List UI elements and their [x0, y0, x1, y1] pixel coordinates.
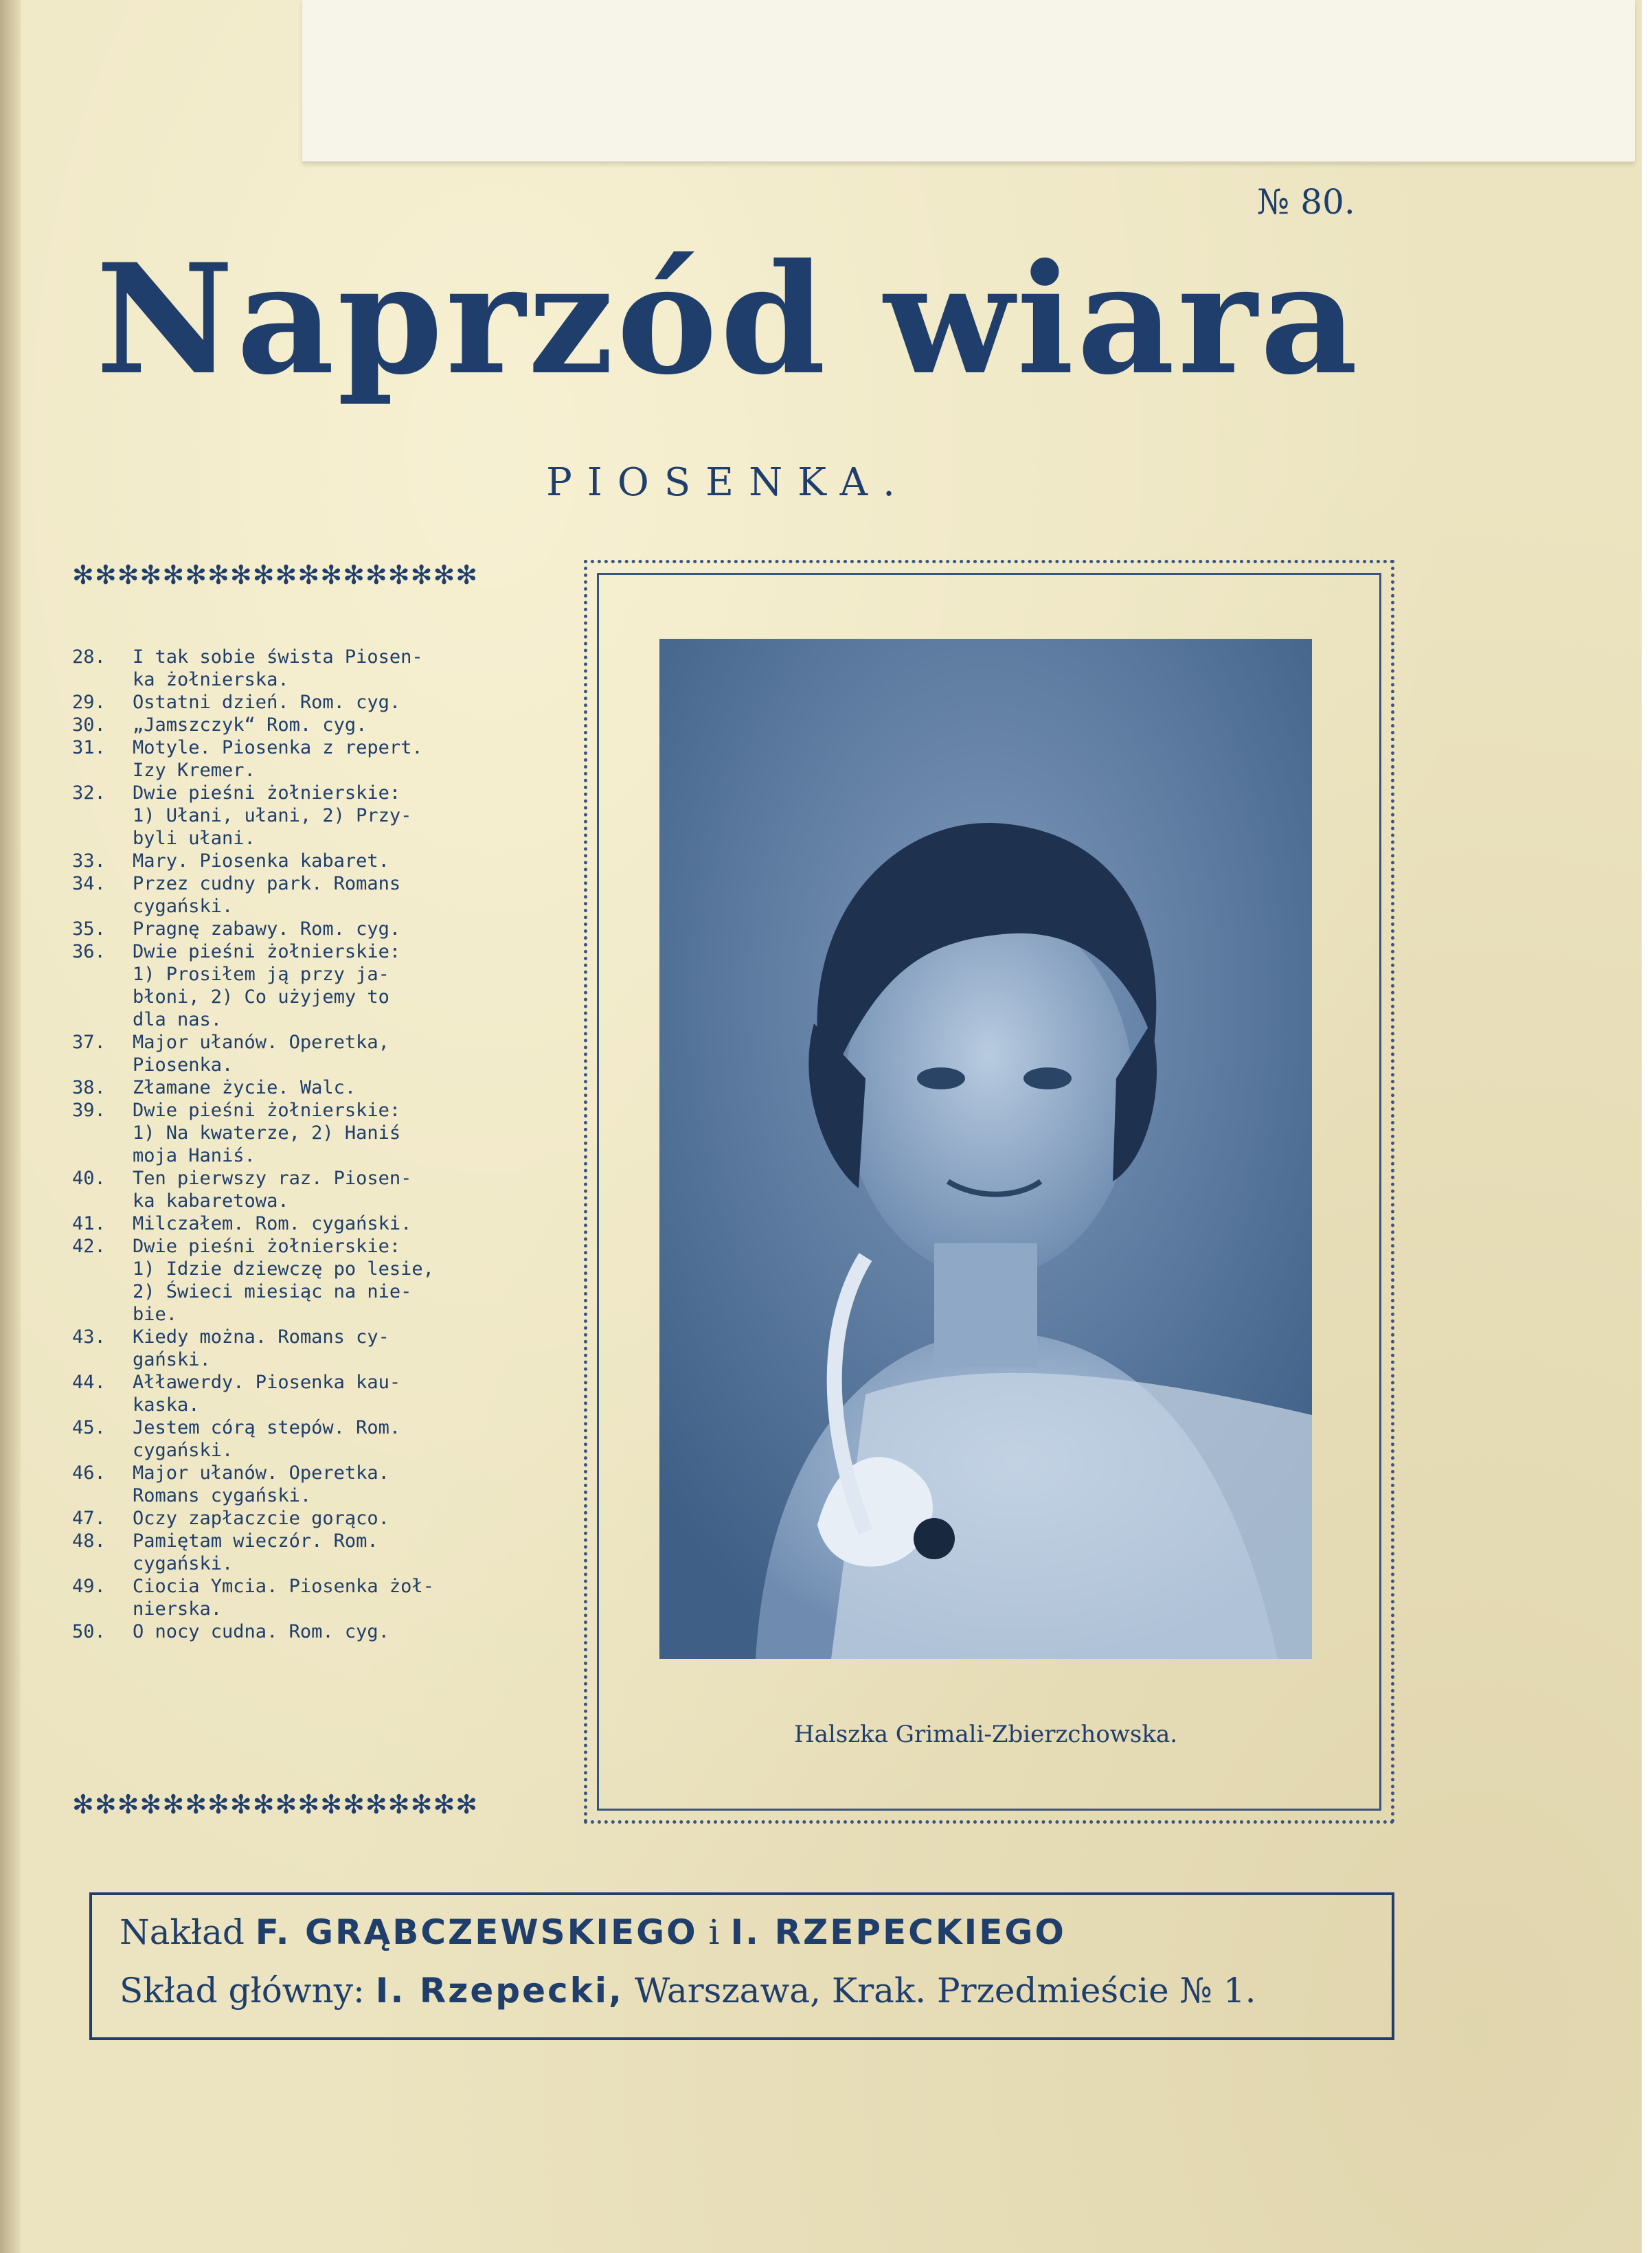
song-title	[133, 1575, 477, 1620]
song-title-line: 1) Idzie dziewczę po lesie,	[133, 1258, 434, 1280]
song-title-line: Pamiętam wieczór. Rom.	[133, 1530, 378, 1552]
song-title-line: nierska.	[133, 1598, 223, 1620]
song-item	[72, 1031, 477, 1076]
imprint-conjunction: i	[697, 1912, 731, 1952]
song-title-line: Oczy zapłaczcie gorąco.	[133, 1508, 389, 1529]
song-title-line: 1) Ułani, ułani, 2) Przy-	[133, 805, 412, 826]
publisher-imprint-box	[89, 1892, 1394, 2040]
song-item	[72, 1076, 477, 1099]
song-title	[133, 714, 477, 736]
song-item	[72, 850, 477, 872]
song-item	[72, 1462, 477, 1507]
song-title	[133, 1371, 477, 1416]
song-title	[133, 850, 477, 872]
publisher-name-2: I. RZEPECKIEGO	[730, 1912, 1066, 1952]
song-title-line: Dwie pieśni żołnierskie:	[133, 1100, 401, 1121]
song-title-line: Milczałem. Rom. cygański.	[133, 1213, 412, 1234]
song-title-line: dla nas.	[133, 1009, 223, 1030]
song-title	[133, 691, 477, 714]
song-item	[72, 1235, 477, 1326]
song-number: 43.	[72, 1326, 106, 1348]
song-item	[72, 1371, 477, 1416]
song-title-line: Ałławerdy. Piosenka kau-	[133, 1372, 401, 1393]
song-number: 29.	[72, 692, 106, 713]
imprint-line-1	[120, 1912, 1378, 1952]
song-title-line: byli ułani.	[133, 828, 256, 849]
song-title-line: Kiedy można. Romans cy-	[133, 1326, 389, 1348]
song-number: 46.	[72, 1462, 106, 1484]
song-title-line: cygański.	[133, 1553, 234, 1574]
song-list	[72, 646, 477, 1643]
song-title-line: 2) Świeci miesiąc na nie-	[133, 1281, 412, 1302]
song-title	[133, 1212, 477, 1235]
song-title-line: ka kabaretowa.	[133, 1190, 289, 1212]
song-title-line: 1) Prosiłem ją przy ja-	[133, 964, 389, 985]
song-number: 40.	[72, 1168, 106, 1189]
song-number: 36.	[72, 941, 106, 962]
song-title	[133, 1530, 477, 1575]
song-title	[133, 1099, 477, 1167]
song-number: 39.	[72, 1100, 106, 1121]
song-number: 45.	[72, 1417, 106, 1438]
song-number: 34.	[72, 873, 106, 894]
song-title-line: Motyle. Piosenka z repert.	[133, 737, 423, 758]
song-title-line: cygański.	[133, 896, 234, 917]
song-title-line: Mary. Piosenka kabaret.	[133, 850, 389, 872]
song-number: 31.	[72, 737, 106, 758]
song-item	[72, 1099, 477, 1167]
warehouse-owner: I. Rzepecki,	[375, 1971, 624, 2011]
song-number: 28.	[72, 646, 106, 668]
portrait-photo	[659, 639, 1312, 1659]
song-title-line: Przez cudny park. Romans	[133, 873, 401, 894]
page-subtitle: PIOSENKA.	[546, 460, 910, 505]
song-number: 38.	[72, 1077, 106, 1098]
song-title	[133, 1620, 477, 1643]
song-item	[72, 736, 477, 782]
song-item	[72, 872, 477, 918]
song-title-line: Major ułanów. Operetka.	[133, 1462, 389, 1484]
song-title-line: Jestem córą stepów. Rom.	[133, 1417, 401, 1438]
song-item	[72, 1212, 477, 1235]
song-title-line: Dwie pieśni żołnierskie:	[133, 782, 401, 804]
song-item	[72, 1326, 477, 1371]
song-title-line: cygański.	[133, 1440, 234, 1461]
song-title-line: moja Haniś.	[133, 1145, 256, 1166]
song-title	[133, 1167, 477, 1212]
stars-divider-bottom: ✻✻✻✻✻✻✻✻✻✻✻✻✻✻✻✻✻✻	[72, 1789, 479, 1820]
song-title	[133, 1507, 477, 1530]
song-title-line: „Jamszczyk“ Rom. cyg.	[133, 714, 367, 736]
song-title	[133, 782, 477, 850]
song-title-line: bie.	[133, 1304, 178, 1325]
song-title	[133, 1416, 477, 1462]
publisher-name-1: F. GRĄBCZEWSKIEGO	[255, 1912, 698, 1952]
song-title	[133, 872, 477, 918]
song-title-line: kaska.	[133, 1394, 200, 1416]
song-item	[72, 1530, 477, 1575]
song-title	[133, 736, 477, 782]
song-item	[72, 714, 477, 736]
song-title-line: Romans cygański.	[133, 1485, 312, 1506]
song-title	[133, 918, 477, 940]
song-title	[133, 1462, 477, 1507]
song-item	[72, 1507, 477, 1530]
song-title	[133, 1031, 477, 1076]
song-title	[133, 940, 477, 1031]
song-title-line: Ostatni dzień. Rom. cyg.	[133, 692, 401, 713]
song-item	[72, 646, 477, 691]
song-item	[72, 1620, 477, 1643]
song-item	[72, 940, 477, 1031]
song-number: 37.	[72, 1032, 106, 1053]
song-item	[72, 1416, 477, 1462]
stars-divider-top: ✻✻✻✻✻✻✻✻✻✻✻✻✻✻✻✻✻✻	[72, 560, 479, 590]
song-number: 35.	[72, 918, 106, 940]
song-title-line: I tak sobie śwista Piosen-	[133, 646, 423, 668]
song-number: 42.	[72, 1236, 106, 1257]
song-item	[72, 782, 477, 850]
song-title-line: Pragnę zabawy. Rom. cyg.	[133, 918, 401, 940]
song-title-line: Ciocia Ymcia. Piosenka żoł-	[133, 1576, 434, 1597]
portrait-caption: Halszka Grimali-Zbierzchowska.	[793, 1721, 1178, 1748]
song-title	[133, 1235, 477, 1326]
imprint-prefix: Nakład	[120, 1912, 256, 1952]
song-item	[72, 1167, 477, 1212]
song-number: 41.	[72, 1213, 106, 1234]
issue-number: № 80.	[1257, 182, 1355, 222]
song-number: 49.	[72, 1576, 106, 1597]
song-title-line: Złamane życie. Walc.	[133, 1077, 357, 1098]
paper-label-strip	[302, 0, 1635, 163]
song-title-line: Dwie pieśni żołnierskie:	[133, 1236, 401, 1257]
song-item	[72, 1575, 477, 1620]
song-title-line: błoni, 2) Co użyjemy to	[133, 986, 389, 1008]
song-number: 44.	[72, 1372, 106, 1393]
song-title-line: Ten pierwszy raz. Piosen-	[133, 1168, 412, 1189]
song-title-line: Piosenka.	[133, 1054, 234, 1076]
song-title-line: Major ułanów. Operetka,	[133, 1032, 389, 1053]
warehouse-label: Skład główny:	[120, 1971, 376, 2011]
song-item	[72, 918, 477, 940]
warehouse-address: Warszawa, Krak. Przedmieście № 1.	[624, 1971, 1256, 2011]
song-title	[133, 1076, 477, 1099]
song-number: 32.	[72, 782, 106, 804]
song-title	[133, 1326, 477, 1371]
song-title-line: O nocy cudna. Rom. cyg.	[133, 1621, 389, 1642]
song-title-line: ka żołnierska.	[133, 669, 289, 690]
song-number: 33.	[72, 850, 106, 872]
song-title-line: gański.	[133, 1349, 211, 1370]
song-number: 47.	[72, 1508, 106, 1529]
page-title: Naprzód wiara	[95, 230, 1361, 408]
song-number: 50.	[72, 1621, 106, 1642]
song-title-line: 1) Na kwaterze, 2) Haniś	[133, 1122, 401, 1144]
imprint-line-2	[120, 1971, 1378, 2011]
song-number: 30.	[72, 714, 106, 736]
song-item	[72, 691, 477, 714]
song-title-line: Dwie pieśni żołnierskie:	[133, 941, 401, 962]
song-title-line: Izy Kremer.	[133, 760, 256, 781]
song-title	[133, 646, 477, 691]
song-number: 48.	[72, 1530, 106, 1552]
